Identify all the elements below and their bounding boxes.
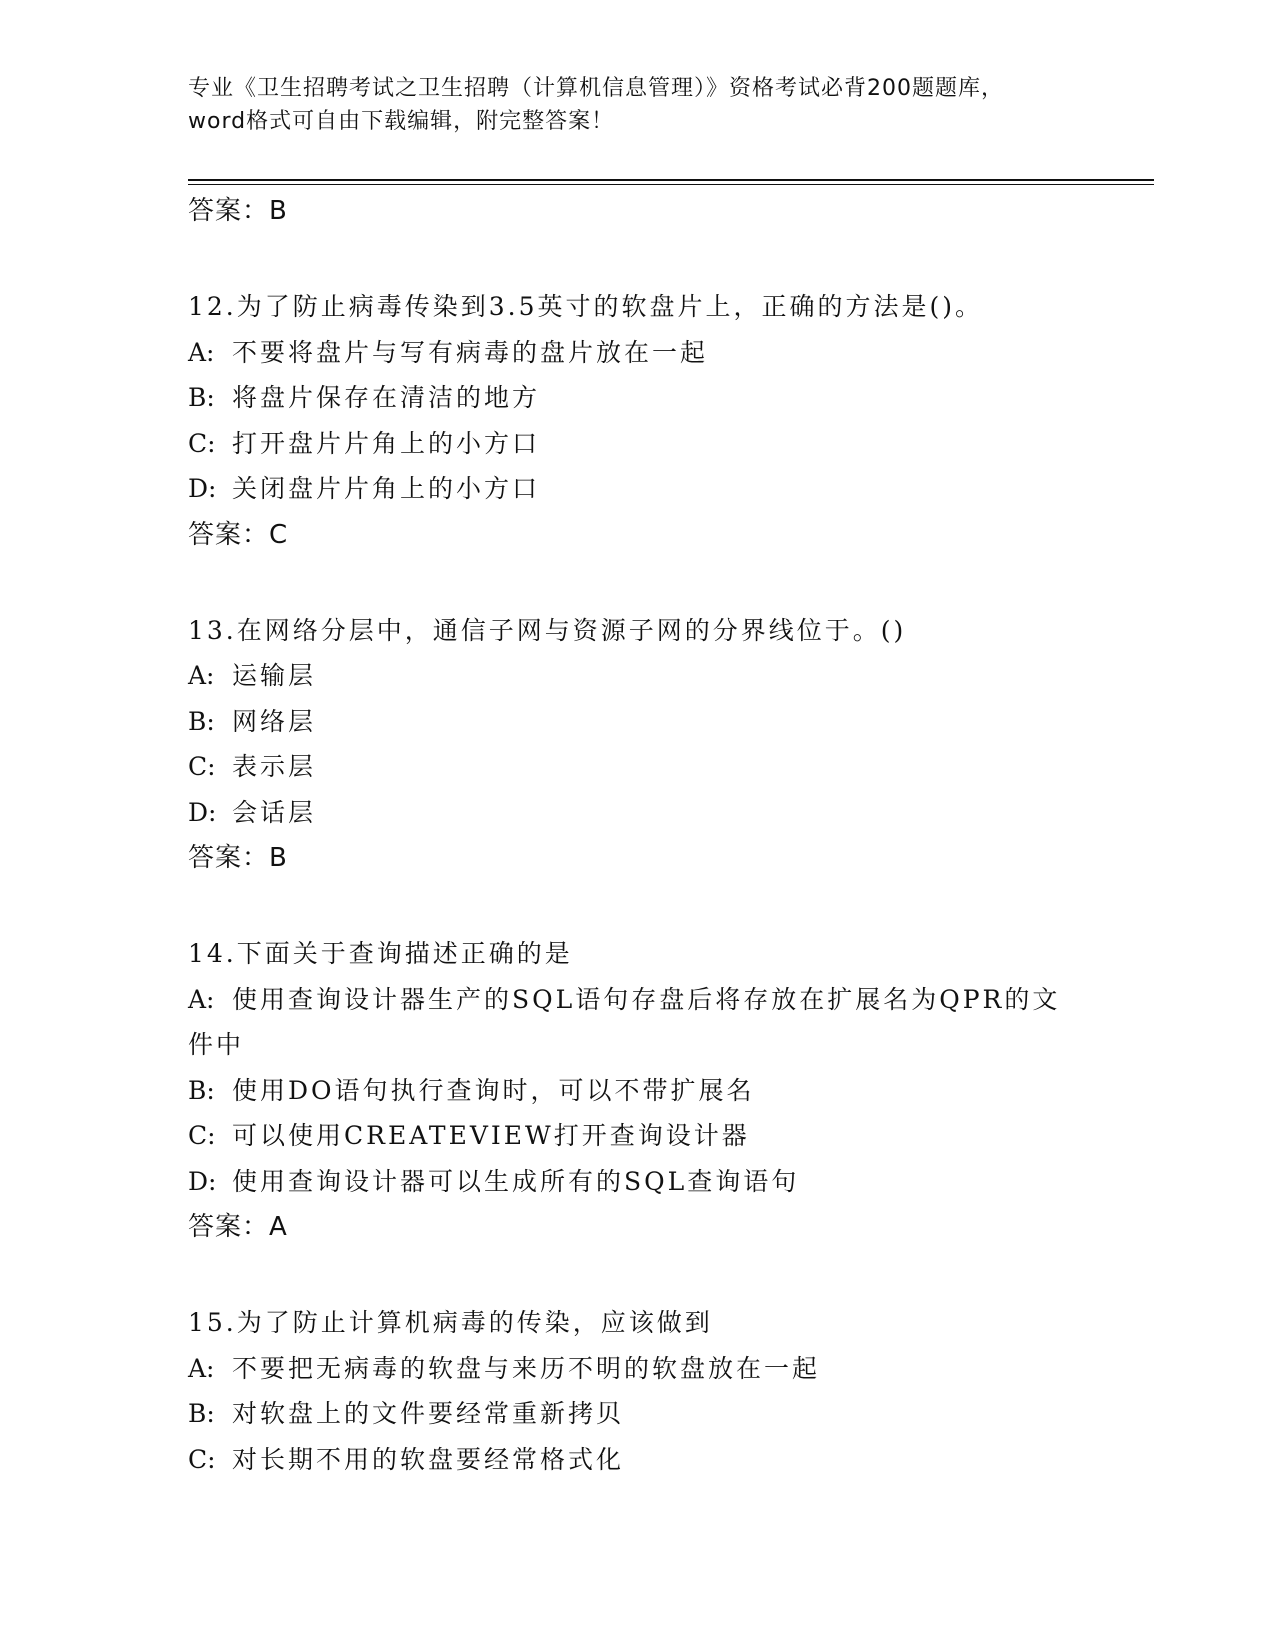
- question-stem: 12.为了防止病毒传染到3.5英寸的软盘片上，正确的方法是()。: [188, 292, 984, 321]
- option-text: 会话层: [232, 797, 317, 827]
- answer-line: 答案：C: [188, 519, 289, 550]
- option-key: A:: [188, 661, 215, 690]
- option-key: D:: [188, 474, 217, 503]
- option-c: [188, 744, 1088, 790]
- option-d: [188, 790, 1088, 836]
- question-14: [188, 931, 1088, 1250]
- option-d: [188, 1159, 1088, 1205]
- option-text: 使用DO语句执行查询时，可以不带扩展名: [232, 1075, 755, 1105]
- question-stem: 13.在网络分层中，通信子网与资源子网的分界线位于。(): [188, 615, 907, 645]
- option-key: A:: [188, 337, 215, 367]
- option-text: 表示层: [232, 752, 317, 781]
- option-key: C:: [188, 428, 216, 458]
- option-key: D:: [188, 797, 217, 827]
- option-b: [188, 1068, 1088, 1114]
- answer-line: 答案：A: [188, 1212, 288, 1242]
- answer-line: 答案：B: [188, 196, 288, 226]
- option-text: 打开盘片片角上的小方口: [232, 428, 541, 458]
- option-c: [188, 1437, 1088, 1483]
- option-key: B:: [188, 706, 215, 736]
- option-b: [188, 375, 1088, 421]
- option-b: [188, 699, 1088, 745]
- document-header: [188, 72, 1088, 138]
- option-text: 使用查询设计器生产的SQL语句存盘后将存放在扩展名为QPR的文: [232, 984, 1061, 1014]
- option-a: [188, 1346, 1088, 1392]
- option-key: B:: [188, 1399, 215, 1428]
- option-d: [188, 466, 1088, 512]
- option-key: C:: [188, 752, 216, 781]
- option-text: 不要把无病毒的软盘与来历不明的软盘放在一起: [232, 1353, 821, 1383]
- option-text: 网络层: [232, 706, 317, 736]
- option-c: [188, 1113, 1088, 1159]
- option-text: 对长期不用的软盘要经常格式化: [232, 1444, 625, 1474]
- answer-line: 答案：B: [188, 843, 288, 873]
- option-key: A:: [188, 984, 215, 1014]
- option-text: 将盘片保存在清洁的地方: [232, 383, 541, 412]
- question-stem: 15.为了防止计算机病毒的传染，应该做到: [188, 1308, 713, 1337]
- option-key: B:: [188, 1075, 215, 1105]
- option-a: [188, 977, 1088, 1023]
- option-text: 关闭盘片片角上的小方口: [232, 474, 541, 503]
- header-rule-thick: [188, 179, 1154, 181]
- option-key: C:: [188, 1444, 216, 1474]
- option-a: [188, 330, 1088, 376]
- header-title-line-2: word格式可自由下载编辑，附完整答案！: [188, 109, 615, 134]
- question-stem: 14.下面关于查询描述正确的是: [188, 939, 573, 968]
- option-key: B:: [188, 383, 215, 412]
- option-key: D:: [188, 1166, 217, 1196]
- option-key: A:: [188, 1353, 215, 1383]
- question-12: [188, 284, 1088, 558]
- option-text: 可以使用CREATEVIEW打开查询设计器: [232, 1121, 750, 1150]
- option-text: 对软盘上的文件要经常重新拷贝: [232, 1399, 625, 1428]
- question-13: [188, 608, 1088, 882]
- option-a: [188, 653, 1088, 699]
- option-key: C:: [188, 1121, 216, 1150]
- option-a-continuation: 件中: [188, 1030, 245, 1059]
- option-c: [188, 421, 1088, 467]
- header-rule-thin: [188, 184, 1154, 185]
- question-list: [188, 188, 1088, 1482]
- header-title-line-1: 专业《卫生招聘考试之卫生招聘（计算机信息管理）》资格考试必背200题题库，: [188, 76, 1004, 101]
- option-b: [188, 1391, 1088, 1437]
- option-text: 不要将盘片与写有病毒的盘片放在一起: [232, 337, 709, 367]
- option-text: 运输层: [232, 661, 317, 690]
- option-text: 使用查询设计器可以生成所有的SQL查询语句: [232, 1166, 800, 1196]
- question-15: [188, 1300, 1088, 1482]
